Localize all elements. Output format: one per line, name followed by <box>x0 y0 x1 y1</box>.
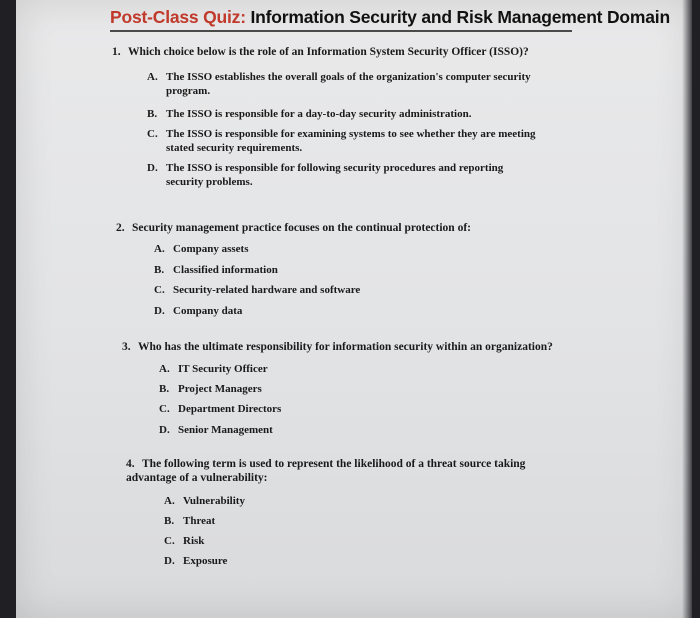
question-number: 4. <box>126 458 135 470</box>
option-text: Company data <box>173 305 243 317</box>
q4-option-a <box>164 494 245 508</box>
option-letter: B. <box>164 515 175 527</box>
option-letter: A. <box>147 71 158 83</box>
question-1 <box>112 45 582 59</box>
q3-option-c <box>159 402 281 416</box>
option-letter: B. <box>147 108 158 120</box>
option-text: Risk <box>183 535 205 547</box>
option-text: Exposure <box>183 555 228 567</box>
paper-shadow-edge <box>682 0 692 618</box>
q1-option-a <box>147 70 566 98</box>
option-letter: A. <box>154 243 165 255</box>
option-text: The ISSO is responsible for a day-to-day security administration. <box>166 108 472 120</box>
question-text: The following term is used to represent the likelihood of a threat source taking advantage of a vulnerability: <box>126 458 526 484</box>
option-text: Security-related hardware and software <box>173 284 361 296</box>
question-text: Security management practice focuses on the continual protection of: <box>132 222 471 234</box>
option-text: Company assets <box>173 243 249 255</box>
q2-option-b <box>154 263 278 277</box>
q2-option-a <box>154 242 248 256</box>
q2-option-d <box>154 304 242 318</box>
option-text: Classified information <box>173 264 278 276</box>
q4-option-d <box>164 554 227 568</box>
option-text: Vulnerability <box>183 495 245 507</box>
option-letter: B. <box>159 383 170 395</box>
option-letter: C. <box>164 535 175 547</box>
question-4 <box>126 457 526 485</box>
q2-option-c <box>154 283 360 297</box>
question-number: 1. <box>112 46 121 58</box>
q1-option-c <box>147 127 541 155</box>
option-letter: A. <box>164 495 175 507</box>
option-letter: B. <box>154 264 165 276</box>
title-prefix: Post-Class Quiz: <box>110 7 246 27</box>
q1-option-b <box>147 107 566 121</box>
option-text: The ISSO establishes the overall goals of the organization's computer security program. <box>166 71 531 97</box>
q3-option-b <box>159 382 262 396</box>
option-letter: D. <box>147 162 158 174</box>
q4-option-b <box>164 514 215 528</box>
option-text: The ISSO is responsible for following security procedures and reporting security problems. <box>166 162 504 188</box>
option-text: Project Managers <box>178 383 262 395</box>
q3-option-d <box>159 423 273 437</box>
q3-option-a <box>159 362 268 376</box>
q1-option-d <box>147 161 541 189</box>
option-letter: C. <box>147 128 158 140</box>
option-letter: A. <box>159 363 170 375</box>
question-number: 3. <box>122 341 131 353</box>
option-letter: D. <box>154 305 165 317</box>
question-text: Who has the ultimate responsibility for information security within an organization? <box>138 341 553 353</box>
quiz-paper <box>16 0 692 618</box>
page-title <box>110 7 670 28</box>
question-3 <box>122 340 582 354</box>
option-text: The ISSO is responsible for examining systems to see whether they are meeting stated security requirements. <box>166 128 536 154</box>
question-text: Which choice below is the role of an Information System Security Officer (ISSO)? <box>128 46 529 58</box>
option-letter: D. <box>159 424 170 436</box>
option-text: Senior Management <box>178 424 273 436</box>
option-text: Department Directors <box>178 403 282 415</box>
question-number: 2. <box>116 222 125 234</box>
q4-option-c <box>164 534 204 548</box>
option-text: Threat <box>183 515 216 527</box>
option-letter: C. <box>159 403 170 415</box>
option-text: IT Security Officer <box>178 363 268 375</box>
option-letter: D. <box>164 555 175 567</box>
title-text: Information Security and Risk Management Domain <box>245 7 670 27</box>
option-letter: C. <box>154 284 165 296</box>
title-underline <box>110 30 572 32</box>
question-2 <box>116 221 586 235</box>
